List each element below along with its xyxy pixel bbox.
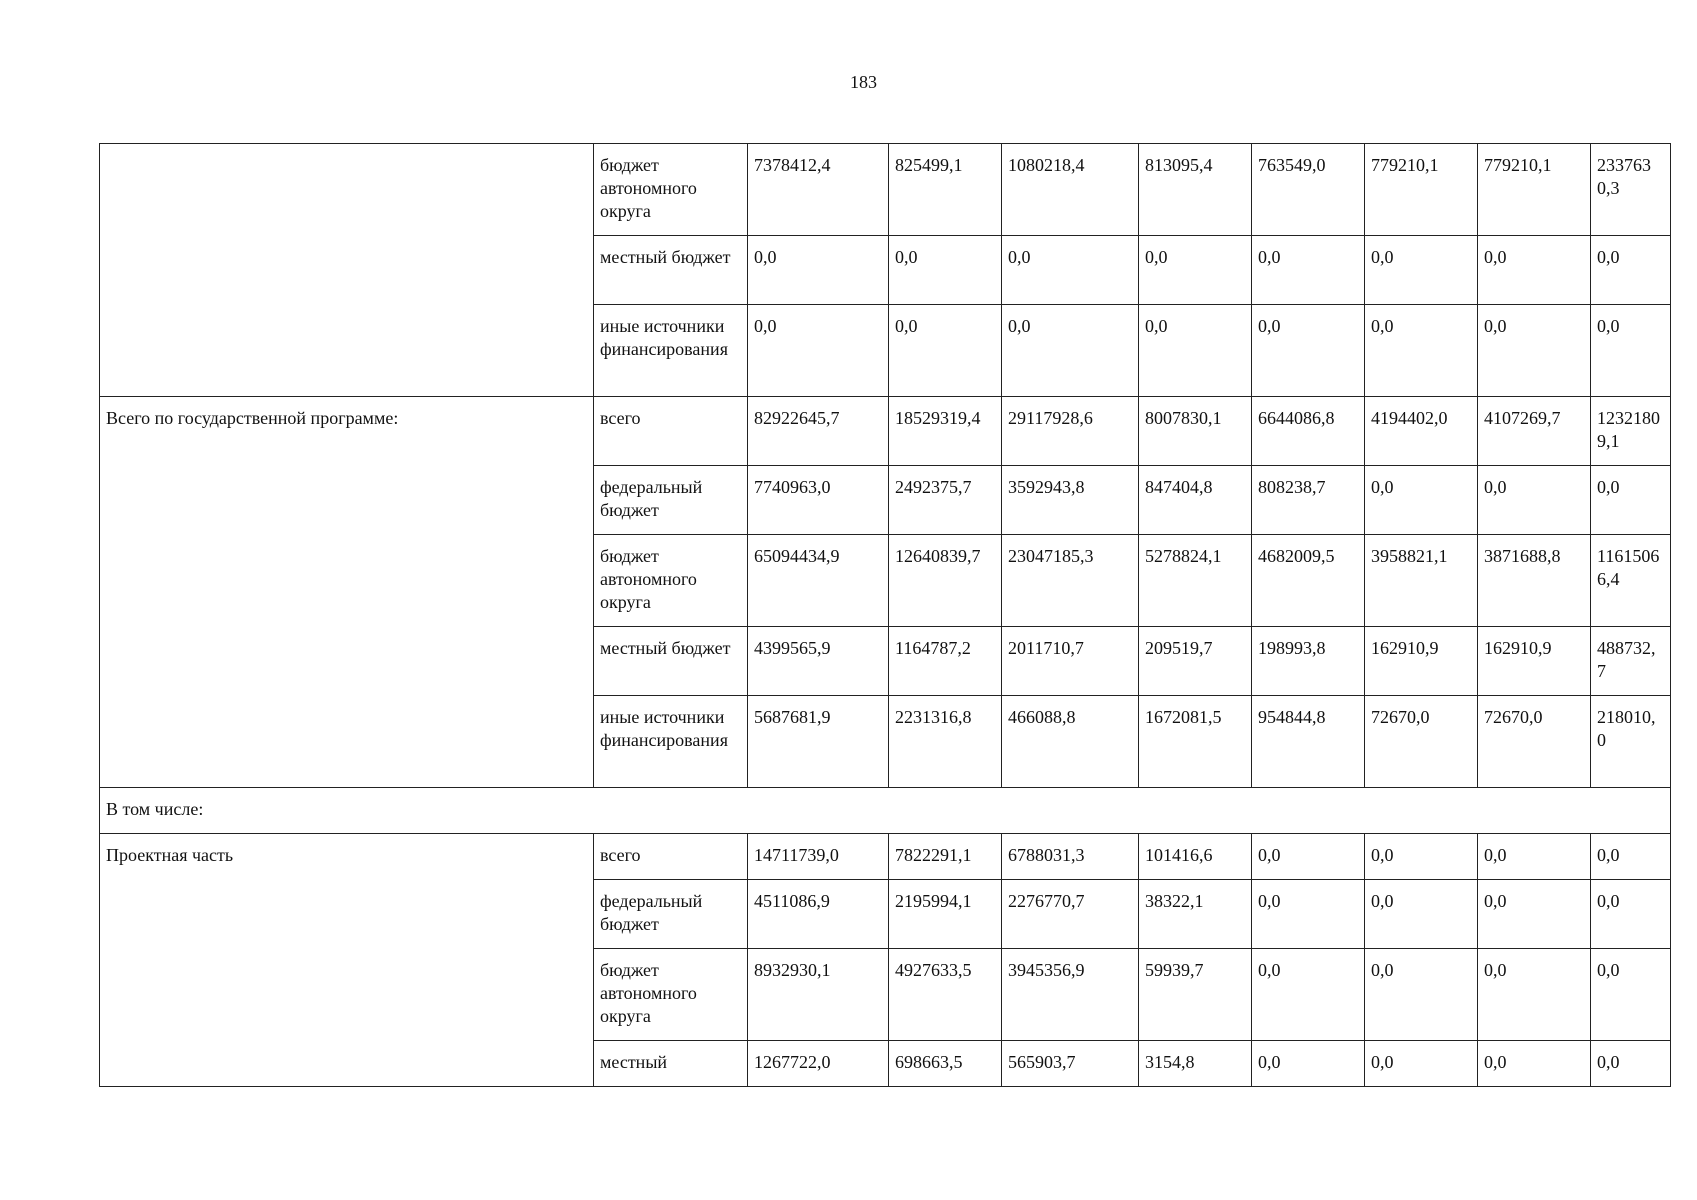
value-cell: 0,0 xyxy=(1478,305,1591,397)
value-cell: 29117928,6 xyxy=(1002,397,1139,466)
value-cell: 779210,1 xyxy=(1478,144,1591,236)
value-cell: 0,0 xyxy=(1252,949,1365,1041)
value-cell: 2492375,7 xyxy=(889,466,1002,535)
value-cell: 162910,9 xyxy=(1365,627,1478,696)
table-row xyxy=(100,397,1671,466)
table-row xyxy=(100,144,1671,236)
value-cell: 808238,7 xyxy=(1252,466,1365,535)
value-cell: 0,0 xyxy=(748,236,889,305)
value-cell: 4194402,0 xyxy=(1365,397,1478,466)
value-cell: 0,0 xyxy=(1478,949,1591,1041)
value-cell: 1080218,4 xyxy=(1002,144,1139,236)
value-cell: 0,0 xyxy=(1591,466,1671,535)
row-group-label: Всего по государственной программе: xyxy=(100,397,594,788)
value-cell: 1164787,2 xyxy=(889,627,1002,696)
value-cell: 7740963,0 xyxy=(748,466,889,535)
value-cell: 763549,0 xyxy=(1252,144,1365,236)
value-cell: 101416,6 xyxy=(1139,834,1252,880)
value-cell: 0,0 xyxy=(1478,880,1591,949)
value-cell: 23047185,3 xyxy=(1002,535,1139,627)
value-cell: 954844,8 xyxy=(1252,696,1365,788)
value-cell: 4511086,9 xyxy=(748,880,889,949)
value-cell: 2276770,7 xyxy=(1002,880,1139,949)
funding-source-cell: бюджет автономного округа xyxy=(594,535,748,627)
value-cell: 0,0 xyxy=(1365,236,1478,305)
section-heading: В том числе: xyxy=(100,788,1671,834)
value-cell: 0,0 xyxy=(1365,880,1478,949)
value-cell: 847404,8 xyxy=(1139,466,1252,535)
value-cell: 0,0 xyxy=(1252,834,1365,880)
funding-source-cell: иные источники финансирования xyxy=(594,696,748,788)
value-cell: 0,0 xyxy=(1365,834,1478,880)
value-cell: 3958821,1 xyxy=(1365,535,1478,627)
value-cell: 72670,0 xyxy=(1478,696,1591,788)
value-cell: 0,0 xyxy=(1591,949,1671,1041)
value-cell: 0,0 xyxy=(1591,1041,1671,1087)
table-row xyxy=(100,788,1671,834)
value-cell: 813095,4 xyxy=(1139,144,1252,236)
value-cell: 1672081,5 xyxy=(1139,696,1252,788)
funding-source-cell: местный xyxy=(594,1041,748,1087)
value-cell: 198993,8 xyxy=(1252,627,1365,696)
value-cell: 5278824,1 xyxy=(1139,535,1252,627)
funding-source-cell: всего xyxy=(594,834,748,880)
value-cell: 4682009,5 xyxy=(1252,535,1365,627)
funding-source-cell: иные источники финансирования xyxy=(594,305,748,397)
value-cell: 0,0 xyxy=(1002,236,1139,305)
value-cell: 65094434,9 xyxy=(748,535,889,627)
funding-source-cell: всего xyxy=(594,397,748,466)
value-cell: 2231316,8 xyxy=(889,696,1002,788)
value-cell: 0,0 xyxy=(1478,834,1591,880)
value-cell: 218010,0 xyxy=(1591,696,1671,788)
value-cell: 565903,7 xyxy=(1002,1041,1139,1087)
row-group-label xyxy=(100,144,594,397)
value-cell: 0,0 xyxy=(1591,305,1671,397)
value-cell: 0,0 xyxy=(1252,880,1365,949)
value-cell: 4107269,7 xyxy=(1478,397,1591,466)
value-cell: 12321809,1 xyxy=(1591,397,1671,466)
value-cell: 2195994,1 xyxy=(889,880,1002,949)
value-cell: 72670,0 xyxy=(1365,696,1478,788)
value-cell: 7822291,1 xyxy=(889,834,1002,880)
value-cell: 18529319,4 xyxy=(889,397,1002,466)
value-cell: 0,0 xyxy=(1252,236,1365,305)
value-cell: 0,0 xyxy=(889,236,1002,305)
value-cell: 0,0 xyxy=(1365,466,1478,535)
funding-source-cell: федеральный бюджет xyxy=(594,466,748,535)
value-cell: 0,0 xyxy=(1139,305,1252,397)
value-cell: 0,0 xyxy=(748,305,889,397)
value-cell: 38322,1 xyxy=(1139,880,1252,949)
value-cell: 0,0 xyxy=(1365,1041,1478,1087)
value-cell: 3871688,8 xyxy=(1478,535,1591,627)
funding-source-cell: федеральный бюджет xyxy=(594,880,748,949)
row-group-label: Проектная часть xyxy=(100,834,594,1087)
value-cell: 0,0 xyxy=(1365,949,1478,1041)
value-cell: 7378412,4 xyxy=(748,144,889,236)
value-cell: 6644086,8 xyxy=(1252,397,1365,466)
value-cell: 0,0 xyxy=(1252,1041,1365,1087)
budget-table xyxy=(99,143,1671,1087)
value-cell: 11615066,4 xyxy=(1591,535,1671,627)
value-cell: 0,0 xyxy=(1139,236,1252,305)
value-cell: 82922645,7 xyxy=(748,397,889,466)
value-cell: 3592943,8 xyxy=(1002,466,1139,535)
value-cell: 825499,1 xyxy=(889,144,1002,236)
value-cell: 5687681,9 xyxy=(748,696,889,788)
funding-source-cell: бюджет автономного округа xyxy=(594,144,748,236)
value-cell: 59939,7 xyxy=(1139,949,1252,1041)
funding-source-cell: местный бюджет xyxy=(594,627,748,696)
value-cell: 4399565,9 xyxy=(748,627,889,696)
value-cell: 6788031,3 xyxy=(1002,834,1139,880)
value-cell: 0,0 xyxy=(1365,305,1478,397)
value-cell: 0,0 xyxy=(1591,834,1671,880)
value-cell: 12640839,7 xyxy=(889,535,1002,627)
value-cell: 0,0 xyxy=(1591,236,1671,305)
value-cell: 3945356,9 xyxy=(1002,949,1139,1041)
table-row xyxy=(100,834,1671,880)
value-cell: 0,0 xyxy=(1002,305,1139,397)
value-cell: 8932930,1 xyxy=(748,949,889,1041)
value-cell: 0,0 xyxy=(1478,466,1591,535)
funding-source-cell: местный бюджет xyxy=(594,236,748,305)
value-cell: 4927633,5 xyxy=(889,949,1002,1041)
value-cell: 466088,8 xyxy=(1002,696,1139,788)
page-number: 183 xyxy=(850,72,877,92)
value-cell: 209519,7 xyxy=(1139,627,1252,696)
value-cell: 2011710,7 xyxy=(1002,627,1139,696)
value-cell: 162910,9 xyxy=(1478,627,1591,696)
value-cell: 2337630,3 xyxy=(1591,144,1671,236)
value-cell: 698663,5 xyxy=(889,1041,1002,1087)
value-cell: 14711739,0 xyxy=(748,834,889,880)
value-cell: 0,0 xyxy=(1478,1041,1591,1087)
value-cell: 0,0 xyxy=(1252,305,1365,397)
value-cell: 0,0 xyxy=(889,305,1002,397)
value-cell: 1267722,0 xyxy=(748,1041,889,1087)
value-cell: 3154,8 xyxy=(1139,1041,1252,1087)
funding-source-cell: бюджет автономного округа xyxy=(594,949,748,1041)
value-cell: 8007830,1 xyxy=(1139,397,1252,466)
value-cell: 0,0 xyxy=(1591,880,1671,949)
value-cell: 0,0 xyxy=(1478,236,1591,305)
value-cell: 779210,1 xyxy=(1365,144,1478,236)
value-cell: 488732,7 xyxy=(1591,627,1671,696)
